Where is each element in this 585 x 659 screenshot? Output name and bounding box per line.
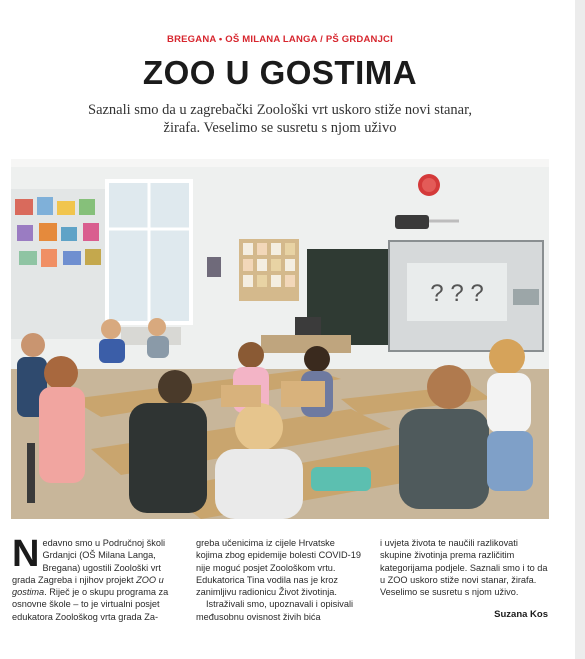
classroom-photo-illustration bbox=[11, 159, 549, 519]
screen-question-marks: ? ? ? bbox=[430, 280, 484, 307]
body-paragraph: i uvjeta života te naučili razlikovati skupine životinja prema različitim kategorijama podjele. Saznali smo i to da u ZOO uskoro stiže novi stanar, žirafa. Veselimo se susretu s njom uživo. bbox=[380, 538, 548, 598]
article-column-1 bbox=[12, 533, 178, 623]
body-paragraph: greba učenicima iz cijele Hrvatske kojima zbog epidemije bolesti COVID-19 nije moguć posjet Zoološkom vrtu. Edukatorica Tina vodila nas je kroz zanimljivu radionicu Život životinja. bbox=[196, 538, 361, 598]
page-edge bbox=[575, 0, 585, 659]
article-kicker: BREGANA • OŠ MILANA LANGA / PŠ GRDANJCI bbox=[167, 34, 393, 45]
article-column-2 bbox=[196, 537, 362, 623]
body-text: edavno smo u Područnoj školi Grdanjci (OŠ Milana Langa, Bregana) ugostili Zoološki vrt grada Zagreba i njihov projekt bbox=[12, 538, 166, 585]
drop-cap: N bbox=[12, 533, 40, 575]
body-text: . Riječ je o skupu programa za osnovne škole – to je virtualni posjet edukatora Zoološkog vrta grada Za- bbox=[12, 587, 169, 622]
project-name: ZOO u gostima bbox=[12, 574, 164, 598]
article-column-3 bbox=[380, 537, 548, 598]
author-byline: Suzana Kos bbox=[494, 609, 548, 620]
article-headline: ZOO U GOSTIMA bbox=[142, 54, 418, 91]
body-paragraph bbox=[12, 533, 178, 623]
body-paragraph: Istraživali smo, upoznavali i opisivali međusobnu ovisnost živih bića bbox=[196, 599, 354, 622]
article-lede: Saznali smo da u zagrebački Zoološki vrt uskoro stiže novi stanar, žirafa. Veselimo se susretu s njom uživo bbox=[88, 102, 472, 136]
classroom-photo bbox=[11, 159, 549, 519]
